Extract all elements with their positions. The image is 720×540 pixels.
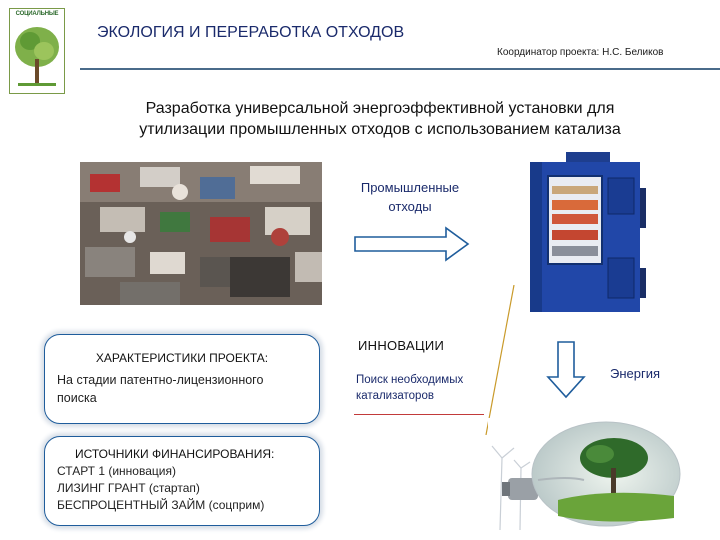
funding-item: БЕСПРОЦЕНТНЫЙ ЗАЙМ (соцприм)	[57, 498, 265, 512]
subtitle-line-2: утилизации промышленных отходов с использованием катализа	[139, 121, 621, 138]
waste-photo	[80, 162, 322, 305]
characteristics-box	[44, 334, 320, 424]
subtitle-line-1: Разработка универсальной энергоэффективной установки для	[145, 100, 615, 117]
funding-heading: ИСТОЧНИКИ ФИНАНСИРОВАНИЯ:	[75, 447, 275, 461]
waste-label	[345, 178, 475, 216]
innovation-text	[356, 372, 496, 404]
logo	[9, 8, 65, 94]
header-title: ЭКОЛОГИЯ И ПЕРЕРАБОТКА ОТХОДОВ	[97, 24, 405, 41]
funding-item: СТАРТ 1 (инновация)	[57, 464, 176, 478]
arrow-down-icon	[546, 341, 586, 399]
characteristics-body	[45, 365, 319, 407]
innovation-underline	[354, 414, 484, 415]
header-divider	[80, 68, 720, 70]
connector-line	[470, 285, 530, 435]
funding-box	[44, 436, 320, 526]
energy-label: Энергия	[610, 366, 661, 381]
characteristics-line-2: поиска	[57, 391, 97, 405]
waste-label-line-1: Промышленные	[360, 180, 460, 195]
coordinator-label: Координатор проекта: Н.С. Беликов	[497, 47, 664, 58]
innovation-title: ИННОВАЦИИ	[358, 338, 445, 353]
funding-item: ЛИЗИНГ ГРАНТ (стартап)	[57, 481, 200, 495]
innovation-line-1: Поиск необходимых	[356, 374, 464, 386]
innovation-line-2: катализаторов	[356, 390, 434, 402]
tree-icon	[10, 23, 64, 93]
characteristics-heading: ХАРАКТЕРИСТИКИ ПРОЕКТА:	[95, 351, 269, 365]
characteristics-line-1: На стадии патентно-лицензионного	[57, 373, 264, 387]
arrow-right-icon	[354, 226, 470, 262]
lightbulb-photo	[488, 418, 684, 530]
slide-subtitle	[100, 98, 660, 140]
logo-text: СОЦИАЛЬНЫЕ	[15, 11, 59, 17]
waste-label-line-2: отходы	[388, 199, 432, 214]
funding-list	[45, 461, 319, 514]
